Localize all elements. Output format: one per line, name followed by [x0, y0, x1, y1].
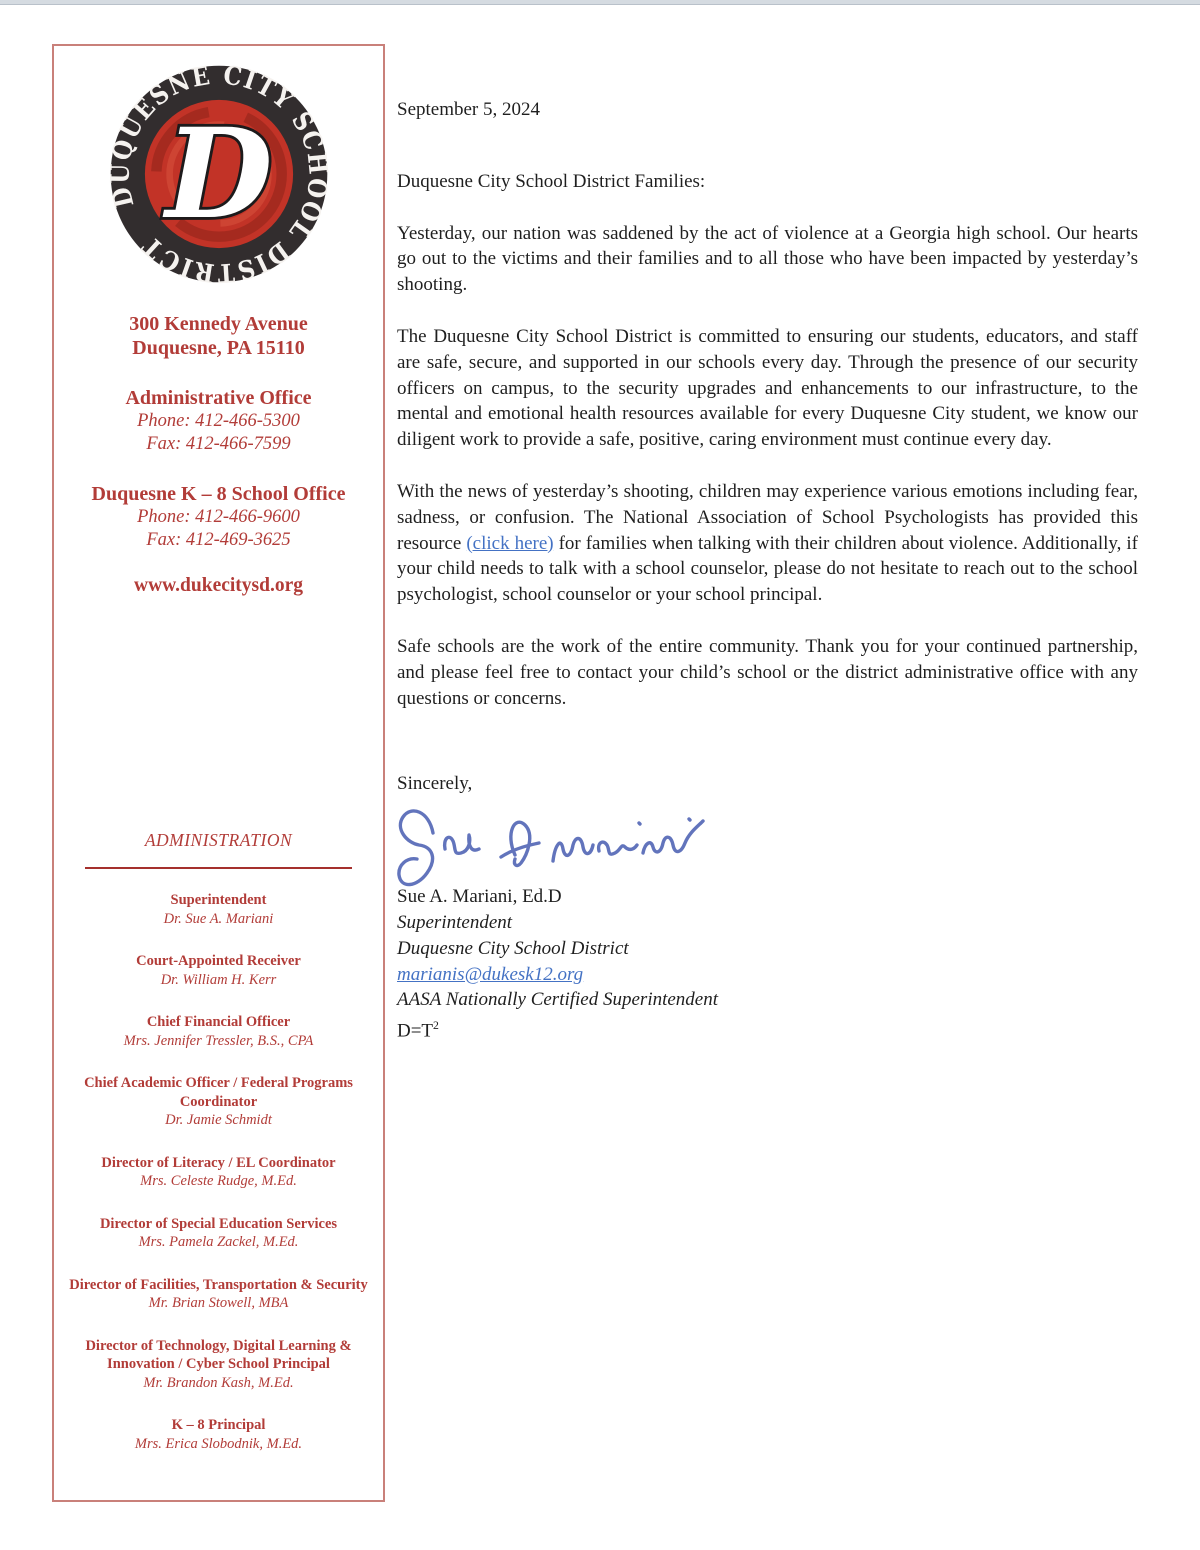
list-item — [54, 1416, 383, 1453]
signer-title: Superintendent — [397, 911, 513, 933]
admin-office-fax: Fax: 412-466-7599 — [146, 434, 291, 454]
admin-person: Mrs. Celeste Rudge, M.Ed. — [140, 1173, 297, 1189]
seal-ring-text: DUQUESNE CITY SCHOOL DISTRICT — [105, 60, 333, 288]
administration-list — [54, 891, 383, 1453]
admin-person: Dr. Jamie Schmidt — [165, 1112, 272, 1128]
k8-office-phone: Phone: 412-466-9600 — [137, 507, 300, 527]
admin-person: Mrs. Erica Slobodnik, M.Ed. — [134, 1435, 303, 1452]
letter-body — [397, 0, 1138, 1044]
admin-person: Dr. William H. Kerr — [160, 971, 277, 988]
district-website: www.dukecitysd.org — [133, 575, 304, 596]
closing: Sincerely, — [397, 773, 473, 795]
admin-person: Dr. Sue A. Mariani — [163, 910, 274, 927]
resource-link[interactable]: (click here) — [466, 532, 554, 554]
list-item — [54, 1276, 383, 1313]
signer-certification: AASA Nationally Certified Superintendent — [397, 989, 719, 1011]
list-item — [54, 952, 383, 989]
letterhead-sidebar — [52, 44, 385, 1502]
signer-name: Sue A. Mariani, Ed.D — [397, 886, 562, 908]
list-item — [54, 1154, 383, 1191]
admin-person: Mr. Brian Stowell, MBA — [148, 1295, 289, 1311]
paragraph-1: Yesterday, our nation was saddened by the act of violence at a Georgia high school. Our hearts go out to the victims and their families and to all those who have been impacted by yesterday’s shooting. — [397, 222, 1138, 296]
district-logo — [54, 60, 383, 293]
paragraph-3 — [397, 479, 1138, 608]
admin-role: Chief Financial Officer — [146, 1014, 291, 1030]
address-line-2: Duquesne, PA 15110 — [132, 336, 305, 359]
paragraph-4: Safe schools are the work of the entire community. Thank you for your continued partnership, and please feel free to contact your child’s school or the district administrative office with any questions or concerns. — [397, 635, 1138, 709]
salutation: Duquesne City School District Families: — [397, 170, 706, 192]
list-item — [54, 1013, 383, 1050]
motto-superscript: 2 — [433, 1019, 439, 1033]
admin-role: Director of Facilities, Transportation & Security — [69, 1276, 368, 1293]
signer-org: Duquesne City School District — [397, 937, 629, 959]
list-item — [54, 1215, 383, 1252]
motto-base: D=T — [397, 1020, 434, 1042]
admin-office-phone: Phone: 412-466-5300 — [137, 411, 300, 431]
admin-role: Director of Literacy / EL Coordinator — [101, 1154, 336, 1171]
admin-role: Superintendent — [170, 892, 267, 908]
admin-role: K – 8 Principal — [171, 1417, 266, 1433]
address-line-1: 300 Kennedy Avenue — [129, 313, 308, 335]
list-item — [54, 891, 383, 928]
admin-role: Director of Technology, Digital Learning & Innovation / Cyber School Principal — [85, 1337, 352, 1372]
signer-motto — [397, 1013, 1138, 1044]
list-item — [54, 1337, 383, 1393]
admin-role: Court-Appointed Receiver — [136, 953, 301, 969]
administration-divider — [85, 867, 352, 869]
k8-office-fax: Fax: 412-469-3625 — [146, 530, 291, 550]
admin-office-heading: Administrative Office — [125, 387, 312, 409]
admin-person: Mrs. Pamela Zackel, M.Ed. — [138, 1234, 299, 1250]
signature-block — [397, 884, 1138, 1044]
list-item — [54, 1074, 383, 1130]
admin-role: Director of Special Education Services — [99, 1215, 338, 1232]
admin-person: Mr. Brandon Kash, M.Ed. — [143, 1374, 294, 1391]
paragraph-3-text: With the news of yesterday’s shooting, children may experience various emotions including fear, sadness, or confusion. The National Association of School Psychologists has provided this resource — [397, 480, 1138, 554]
seal-letter-d: D — [164, 101, 273, 247]
paragraph-2: The Duquesne City School District is committed to ensuring our students, educators, and staff are safe, secure, and supported in our schools every day. Through the presence of our security officers on campus, to the security upgrades and enhancements to our infrastructure, to the mental and emotional health resources available for every Duquesne City student, we know our diligent work to provide a safe, positive, caring environment must continue every day. — [397, 325, 1138, 451]
paragraph-3-text: for families when talking with their children about violence. Additionally, if your child needs to talk with a school counselor, please do not hesitate to reach out to the school psychologist, school counselor or your school principal. — [397, 532, 1138, 606]
admin-role: Chief Academic Officer / Federal Programs Coordinator — [84, 1075, 353, 1110]
handwritten-signature — [393, 799, 723, 894]
admin-person: Mrs. Jennifer Tressler, B.S., CPA — [123, 1032, 314, 1049]
k8-office-heading: Duquesne K – 8 School Office — [91, 483, 346, 505]
administration-heading: ADMINISTRATION — [144, 830, 293, 850]
signer-email-link[interactable]: marianis@dukesk12.org — [397, 963, 584, 985]
letter-date: September 5, 2024 — [397, 99, 541, 120]
district-seal-icon — [105, 60, 333, 288]
